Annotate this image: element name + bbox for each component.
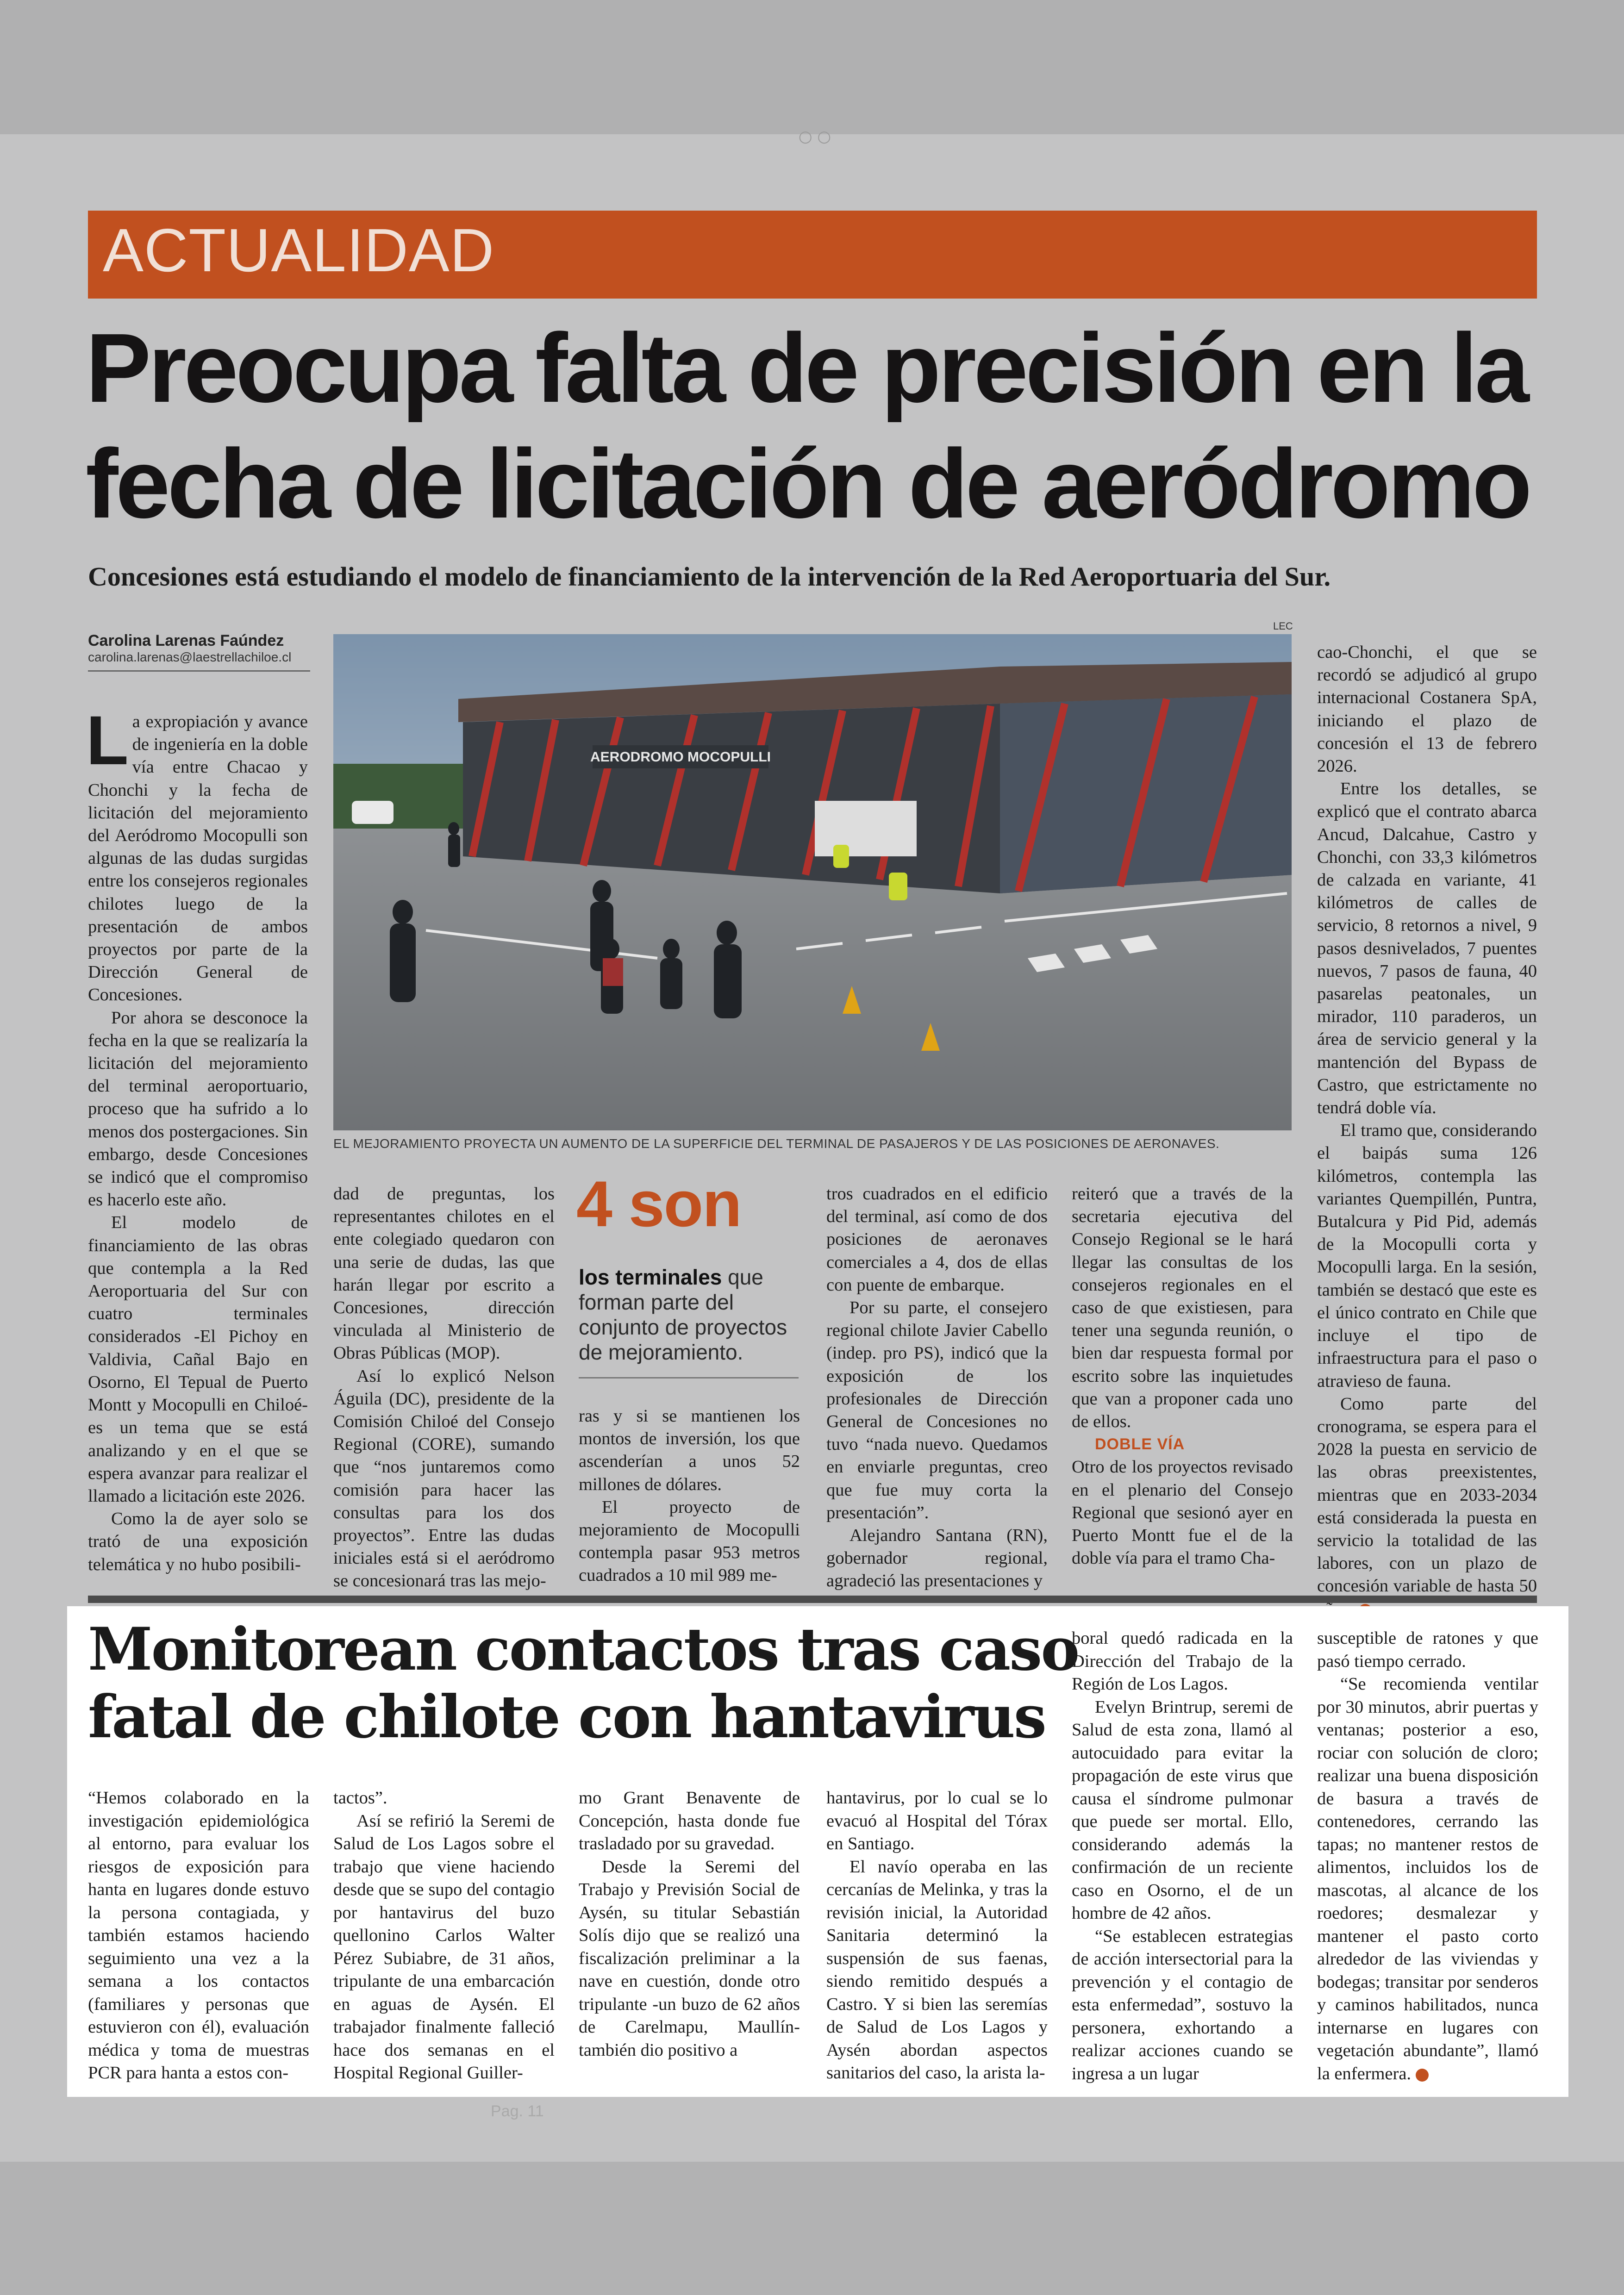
paragraph: reiteró que a través de la secretaria ejecutiva del Consejo Regional se le hará llegar las consultas de los consejeros regionales en el caso de que existiesen, para tener una segunda reunión, o bien dar respuesta formal por escrito sobre las inquietudes que van a proponer cada uno de ellos. bbox=[1072, 1184, 1293, 1432]
paragraph-lead bbox=[86, 701, 308, 1007]
subhead: DOBLE VÍA bbox=[1095, 1435, 1185, 1453]
paragraph: El modelo de financiamiento de las obras que contempla a la Red Aeroportuaria del Sur con cuatro terminales considerados -El Pichoy en Valdivia, Cañal Bajo en Osorno, El Tepual de Puerto Montt y Mocopulli en Chiloé- es un tema que se está analizando y en el que se espera avanzar para realizar el llamado a licitación este 2026. bbox=[88, 1213, 308, 1506]
article2-column-2 bbox=[333, 1787, 555, 2085]
paragraph: dad de preguntas, los representantes chilotes en el ente colegiado quedaron con una serie de dudas, las que harán llegar por escrito a Concesiones, dirección vinculada al Ministerio de Obras Públicas (MOP). bbox=[333, 1184, 555, 1363]
paragraph: Entre los detalles, se explicó que el contrato abarca Ancud, Dalcahue, Castro y Chonchi, con 33,3 kilómetros de calzada en variante, 41 kilómetros de calles de servicio, 8 retornos a nivel, 9 pasos desnivelados, 7 puentes nuevos, 7 pasos de fauna, 40 pasarelas peatonales, un mirador, 110 paraderos, un área de servicio general y la mantención del Bypass de Castro, que estrictamente no tendrá doble vía. bbox=[1317, 779, 1537, 1118]
paragraph: Desde la Seremi del Trabajo y Previsión Social de Aysén, su titular Sebastián Solís dijo que se realizó una fiscalización preliminar a la nave en cuestión, donde otro tripulante -un buzo de 62 años de Carelmapu, Maullín- también dio positivo a bbox=[579, 1857, 800, 2060]
paragraph: Así lo explicó Nelson Águila (DC), presidente de la Comisión Chiloé del Consejo Regional (CORE), sumando que “nos juntaremos como comisión para hacer las consultas para los dos proyectos”. Entre las dudas iniciales está si el aeródromo se concesionará tras las mejo- bbox=[333, 1366, 555, 1591]
paragraph: “Hemos colaborado en la investigación epidemiológica al entorno, para evaluar los riesgos de exposición para hanta en lugares donde estuvo la persona contagiada, y también estamos haciendo seguimiento una vez a la semana a los contactos (familiares y personas que estuvieron con él), evaluación médica y toma de muestras PCR para hanta a estos con- bbox=[88, 1788, 309, 2083]
page-indicator-icon: ○ ○ bbox=[798, 127, 831, 146]
article2-column-1 bbox=[88, 1787, 309, 2085]
fact-rule bbox=[579, 1377, 799, 1378]
paragraph: Así se refirió la Seremi de Salud de Los Lagos sobre el trabajo que viene haciendo desde que se supo del contagio por hantavirus del buzo quellonino Carlos Walter Pérez Subiabre, de 31 años, tripulante de una embarcación en aguas de Aysén. El trabajador finalmente falleció hace dos semanas en el Hospital Regional Guiller- bbox=[333, 1811, 555, 2083]
fact-text bbox=[579, 1265, 801, 1365]
article-column-4 bbox=[826, 1183, 1048, 1593]
paragraph: El tramo que, considerando el baipás suma 126 kilómetros, contempla las variantes Quempillén, Puntra, Butalcura y Pid Pid, además de la Mocopulli corta y Mocopulli larga. En la sesión, también se destacó que este es el único contrato en Chile que incluye el tipo de infraestructura para el paso o atravieso de fauna. bbox=[1317, 1121, 1537, 1391]
article-divider bbox=[88, 1596, 1537, 1603]
paragraph: susceptible de ratones y que pasó tiempo cerrado. bbox=[1317, 1628, 1538, 1671]
paragraph-text: Como parte del cronograma, se espera para el 2028 la puesta en servicio de las obras preexistentes, mientras que en 2033-2034 está considerada la puesta en servicio la totalidad de las labores, con un plazo de concesión variable de hasta 50 bbox=[1317, 1394, 1537, 1596]
paragraph-text: “Se recomienda ventilar por 30 minutos, abrir puertas y ventanas; posterior a eso, rociar con solución de cloro; realizar una buena disposición de basura a través de contenedores, cerrando las tapas; no mantener restos de alimentos, incluidos los de mascotas, al alcance de los roedores; desmalezar y mantener el pasto corto alrededor de las viviendas y bodegas; transitar por senderos y caminos habilitados, nunca internarse en lugares con vegetación abundante”, llamó la enfermera. bbox=[1317, 1674, 1538, 2083]
author-name: Carolina Larenas Faúndez bbox=[88, 632, 284, 649]
article2-column-3 bbox=[579, 1787, 800, 2062]
article-column-2 bbox=[333, 1183, 555, 1593]
page-watermark: Pag. 11 bbox=[491, 2102, 544, 2120]
paragraph bbox=[1317, 1393, 1537, 1621]
paragraph: Evelyn Brintrup, seremi de Salud de esta zona, llamó al autocuidado para evitar la propagación de este virus que causa el síndrome pulmonar que puede ser mortal. Ello, considerando además la confirmación de un reciente caso en Osorno, el de un hombre de 42 años. bbox=[1072, 1697, 1293, 1923]
end-mark-icon: ✖ bbox=[1416, 2069, 1429, 2082]
fact-number: 4 son bbox=[576, 1167, 741, 1240]
paragraph: tros cuadrados en el edificio del terminal, así como de dos posiciones de aeronaves comerciales a 4, dos de ellas con puente de embarque. bbox=[826, 1184, 1048, 1295]
article-column-6 bbox=[1317, 641, 1537, 1621]
paragraph: mo Grant Benavente de Concepción, hasta donde fue trasladado por su gravedad. bbox=[579, 1788, 800, 1853]
article-column-3 bbox=[579, 1405, 800, 1587]
aerodrome-photo bbox=[333, 634, 1292, 1130]
byline bbox=[88, 632, 310, 672]
article2-column-4 bbox=[826, 1787, 1048, 2085]
paragraph: Alejandro Santana (RN), gobernador regional, agradeció las presentaciones y bbox=[826, 1526, 1048, 1591]
aerodrome-photo-illustration bbox=[333, 634, 1292, 1130]
article-column-1 bbox=[86, 701, 308, 1576]
article2-column-6 bbox=[1317, 1627, 1538, 2085]
paragraph: “Se establecen estrategias de acción intersectorial para la prevención y el contagio de esta enfermedad”, sostuvo la personera, exhortando a realizar acciones cuando se ingresa a un lugar bbox=[1072, 1926, 1293, 2083]
article2-column-5 bbox=[1072, 1627, 1293, 2085]
paragraph: Por su parte, el consejero regional chilote Javier Cabello (indep. pro PS), indicó que la exposición de los profesionales de Dirección General de Concesiones no tuvo “nada nuevo. Quedamos en enviarle preguntas, creo que fue muy corta la presentación”. bbox=[826, 1298, 1048, 1522]
paragraph: hantavirus, por lo cual se lo evacuó al Hospital del Tórax en Santiago. bbox=[826, 1788, 1048, 1853]
paragraph: Como la de ayer solo se trató de una exposición telemática y no hubo posibili- bbox=[88, 1509, 308, 1574]
paragraph bbox=[1317, 1673, 1538, 2085]
article-deck: Concesiones está estudiando el modelo de financiamiento de la intervención de la Red Aeroportuaria del Sur. bbox=[88, 561, 1331, 592]
paragraph: tactos”. bbox=[333, 1788, 387, 1808]
photo-caption: EL MEJORAMIENTO PROYECTA UN AUMENTO DE LA SUPERFICIE DEL TERMINAL DE PASAJEROS Y DE LAS POSICIONES DE AERONAVES. bbox=[333, 1136, 1220, 1151]
author-email[interactable]: carolina.larenas@laestrellachiloe.cl bbox=[88, 650, 292, 664]
paragraph: Otro de los proyectos revisado en el plenario del Consejo Regional que sesionó ayer en Puerto Montt fue el de la doble vía para el tramo Cha- bbox=[1072, 1457, 1293, 1568]
paragraph: boral quedó radicada en la Dirección del Trabajo de la Región de Los Lagos. bbox=[1072, 1628, 1293, 1694]
paragraph: ras y si se mantienen los montos de inversión, los que ascenderían a unos 52 millones de dólares. bbox=[579, 1406, 800, 1494]
article-column-5 bbox=[1072, 1183, 1293, 1570]
article-headline: Preocupa falta de precisión en la fecha de licitación de aeródromo bbox=[86, 313, 1530, 538]
paragraph: El proyecto de mejoramiento de Mocopulli contempla pasar 953 metros cuadrados a 10 mil 989 me- bbox=[579, 1497, 800, 1585]
paragraph: a expropiación y avance de ingeniería en la doble vía entre Chacao y Chonchi y la fecha de licitación del mejoramiento del Aeródromo Mocopulli son algunas de las dudas surgidas entre los consejeros regionales chilotes luego de la presentación de ambos proyectos por parte de la Dirección General de Concesiones. bbox=[88, 712, 308, 1005]
top-band bbox=[0, 0, 1624, 134]
fact-rest: que forman parte del conjunto de proyectos de mejoramiento. bbox=[579, 1265, 787, 1364]
paragraph: Por ahora se desconoce la fecha en la que se realizaría la licitación del mejoramiento del terminal aeroportuario, proceso que ha sufrido a lo menos dos postergaciones. Sin embargo, desde Concesiones se indicó que el compromiso es hacerlo este año. bbox=[88, 1008, 308, 1210]
section-bar bbox=[88, 211, 1537, 299]
paragraph: El navío operaba en las cercanías de Melinka, y tras la revisión inicial, la Autoridad Sanitaria determinó la suspensión de sus faenas, siendo remitido después a Castro. Y si bien las seremías de Salud de Los Lagos y Aysén abordan aspectos sanitarios del caso, la arista la- bbox=[826, 1857, 1048, 2083]
fact-bold: los terminales bbox=[579, 1265, 722, 1289]
terminal-sign: AERODROMO MOCOPULLI bbox=[590, 749, 771, 765]
section-label: ACTUALIDAD bbox=[103, 216, 495, 284]
drop-cap: L bbox=[86, 701, 129, 779]
paragraph: cao-Chonchi, el que se recordó se adjudicó al grupo internacional Costanera SpA, iniciando el plazo de concesión el 13 de febrero 2026. bbox=[1317, 642, 1537, 776]
photo-credit: LEC bbox=[1273, 620, 1293, 632]
byline-rule bbox=[88, 670, 310, 672]
article2-headline: Monitorean contactos tras caso fatal de chilote con hantavirus bbox=[88, 1615, 1079, 1751]
